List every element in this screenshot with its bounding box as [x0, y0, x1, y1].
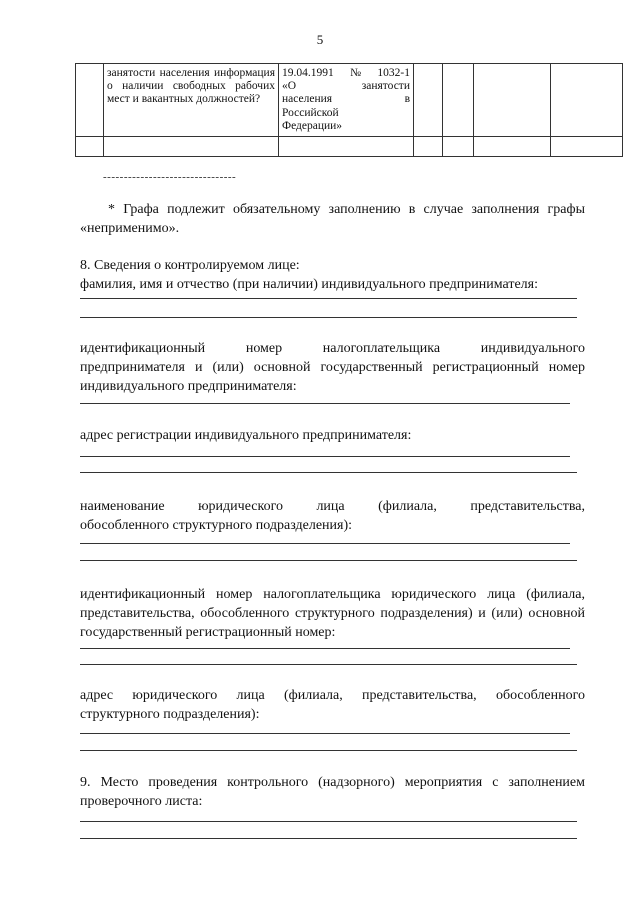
- inn-ip-field-line[interactable]: [80, 403, 570, 404]
- address-ip-label: адрес регистрации индивидуального предпринимателя:: [80, 428, 412, 443]
- table-row: [76, 64, 623, 137]
- page-number: 5: [316, 32, 324, 47]
- place-field-line-2[interactable]: [80, 838, 577, 839]
- fio-ip-field-line-2[interactable]: [80, 317, 577, 318]
- fio-ip-label: фамилия, имя и отчество (при наличии) индивидуального предпринимателя:: [80, 277, 538, 292]
- name-ul-label-line-1: наименование юридического лица (филиала, представительства,: [80, 499, 585, 514]
- address-ip-field-line-1[interactable]: [80, 456, 570, 457]
- table-cell-yes: [414, 64, 443, 137]
- table-cell-legal-act: 19.04.1991 № 1032-1 «О занятости населения в Российской Федерации»: [279, 64, 414, 137]
- name-ul-label-line-2: обособленного структурного подразделения):: [80, 518, 353, 533]
- address-ul-label: адрес юридического лица (филиала, представительства, обособленного структурного подразделения):: [80, 688, 585, 722]
- footnote: * Графа подлежит обязательному заполнению в случае заполнения графы «неприменимо».: [80, 202, 585, 236]
- table-cell-number: [76, 64, 104, 137]
- footnote-separator: --------------------------------: [103, 171, 237, 183]
- table-cell-notes: [551, 64, 623, 137]
- inn-ul-label: идентификационный номер налогоплательщика юридического лица (филиала, представительства, обособленного структурного подразделения) и (или) основной государственный регистрационный номер:: [80, 587, 585, 640]
- checklist-table-fragment: [75, 63, 623, 157]
- table-cell-no: [443, 64, 474, 137]
- address-ul-field-line-2[interactable]: [80, 750, 577, 751]
- section-9-heading: 9. Место проведения контрольного (надзорного) мероприятия с заполнением проверочного листа:: [80, 775, 585, 809]
- inn-ul-field-line-2[interactable]: [80, 664, 577, 665]
- place-field-line-1[interactable]: [80, 821, 577, 822]
- name-ul-field-line-2[interactable]: [80, 560, 577, 561]
- inn-ip-label-line-1: идентификационный номер налогоплательщика индивидуального: [80, 341, 585, 356]
- address-ip-field-line-2[interactable]: [80, 472, 577, 473]
- table-cell-question: занятости населения информация о наличии свободных рабочих мест и вакантных должностей?: [104, 64, 279, 137]
- fio-ip-field-line-1[interactable]: [80, 298, 577, 299]
- address-ul-field-line-1[interactable]: [80, 733, 570, 734]
- section-8-heading: 8. Сведения о контролируемом лице:: [80, 258, 300, 273]
- inn-ip-label-rest: предпринимателя и (или) основной государственный регистрационный номер индивидуального предпринимателя:: [80, 360, 585, 394]
- table-cell-not-applicable: [474, 64, 551, 137]
- table-row: [76, 137, 623, 157]
- name-ul-field-line-1[interactable]: [80, 543, 570, 544]
- inn-ul-field-line-1[interactable]: [80, 648, 570, 649]
